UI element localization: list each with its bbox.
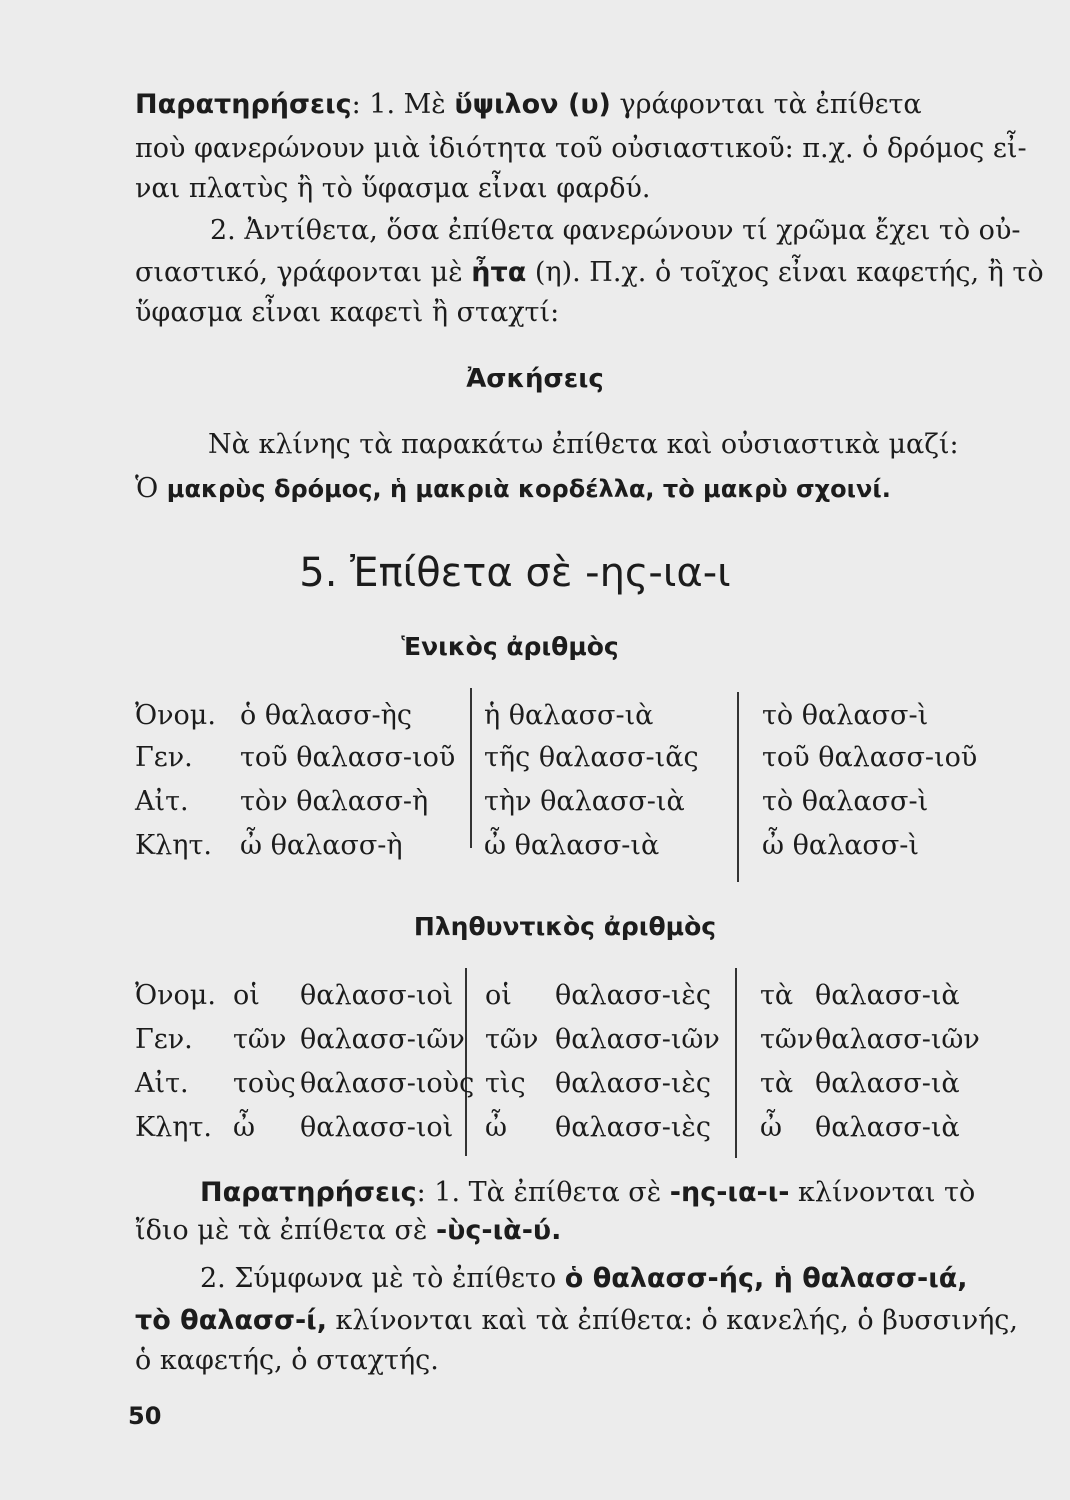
notes2-text: ἴδιο μὲ τὰ ἐπίθετα σὲ xyxy=(135,1215,436,1246)
neut-article: τῶν xyxy=(760,1024,814,1055)
neut-form: ὦ θαλασσ-ὶ xyxy=(762,830,920,861)
fem-article: οἱ xyxy=(485,980,512,1011)
notes1-line-4: 2. Ἀντίθετα, ὅσα ἐπίθετα φανερώνουν τί χρῶμα ἔχει τὸ οὐ- xyxy=(210,215,1021,246)
notes2-label: Παρατηρήσεις xyxy=(200,1177,417,1208)
masc-article: τῶν xyxy=(233,1024,287,1055)
neut-form: τὸ θαλασσ-ὶ xyxy=(762,700,929,731)
notes2-line-4 xyxy=(135,1304,1018,1338)
notes1-line-1 xyxy=(135,88,995,122)
notes1-text: γράφονται τὰ ἐπίθετα xyxy=(610,89,922,120)
example-article: Ὁ xyxy=(135,473,167,504)
notes1-text: (η). Π.χ. ὁ τοῖχος εἶναι καφετής, ἢ τὸ xyxy=(526,257,1044,288)
masc-form: θαλασσ-ιοὶ xyxy=(300,1112,454,1143)
masc-form: ὦ θαλασσ-ὴ xyxy=(240,830,403,861)
fem-form: ἡ θαλασσ-ιὰ xyxy=(484,700,654,731)
fem-form: ὦ θαλασσ-ιὰ xyxy=(484,830,660,861)
masc-form: τοῦ θαλασσ-ιοῦ xyxy=(240,742,456,773)
case-label: Γεν. xyxy=(135,1024,193,1055)
table-row xyxy=(0,1068,1070,1108)
page-number: 50 xyxy=(128,1402,162,1430)
masc-form: θαλασσ-ιοὺς xyxy=(300,1068,475,1099)
table-row xyxy=(0,742,1070,782)
fem-form: θαλασσ-ιὲς xyxy=(555,1068,712,1099)
neut-form: τὸ θαλασσ-ὶ xyxy=(762,786,929,817)
notes2-bold: τὸ θαλασσ-ί, xyxy=(135,1305,327,1336)
masc-form: θαλασσ-ιοὶ xyxy=(300,980,454,1011)
table-row xyxy=(0,830,1070,870)
section-title: 5. Ἐπίθετα σὲ -ης-ια-ι xyxy=(299,550,731,596)
masc-form: ὁ θαλασσ-ὴς xyxy=(240,700,412,731)
fem-form: θαλασσ-ιὲς xyxy=(555,1112,712,1143)
exercises-heading: Ἀσκήσεις xyxy=(466,364,604,394)
case-label: Ὀνομ. xyxy=(135,700,216,731)
neut-form: θαλασσ-ιὰ xyxy=(815,980,960,1011)
notes1-bold: ἦτα xyxy=(471,257,527,288)
singular-heading: Ἑνικὸς ἀριθμὸς xyxy=(401,632,619,661)
masc-form: τὸν θαλασσ-ὴ xyxy=(240,786,429,817)
notes1-label: Παρατηρήσεις xyxy=(135,89,352,120)
fem-form: θαλασσ-ιὲς xyxy=(555,980,712,1011)
notes1-line-3: ναι πλατὺς ἢ τὸ ὕφασμα εἶναι φαρδύ. xyxy=(135,173,651,204)
case-label: Αἰτ. xyxy=(135,786,189,817)
notes1-text: : 1. Μὲ xyxy=(351,89,455,120)
neut-article: τὰ xyxy=(760,1068,794,1099)
notes1-bold: ὕψιλον (υ) xyxy=(454,89,611,120)
notes1-text: σιαστικό, γράφονται μὲ xyxy=(135,257,472,288)
plural-heading: Πληθυντικὸς ἀριθμὸς xyxy=(413,912,717,941)
table-row xyxy=(0,786,1070,826)
case-label: Αἰτ. xyxy=(135,1068,189,1099)
table-row xyxy=(0,1024,1070,1064)
masc-article: τοὺς xyxy=(233,1068,296,1099)
fem-form: τὴν θαλασσ-ιὰ xyxy=(484,786,685,817)
fem-article: τῶν xyxy=(485,1024,539,1055)
fem-article: ὦ xyxy=(485,1112,508,1143)
table-row xyxy=(0,700,1070,740)
notes2-text: κλίνονται τὸ xyxy=(789,1177,976,1208)
neut-article: ὦ xyxy=(760,1112,783,1143)
notes2-line-5: ὁ καφετής, ὁ σταχτής. xyxy=(135,1345,439,1376)
masc-article: οἱ xyxy=(233,980,260,1011)
example-bold: μακρὺς δρόμος, ἡ μακριὰ κορδέλλα, τὸ μακρὺ σχοινί. xyxy=(166,475,891,503)
masc-article: ὦ xyxy=(233,1112,256,1143)
case-label: Ὀνομ. xyxy=(135,980,216,1011)
notes2-line-3 xyxy=(200,1262,1000,1296)
notes1-line-6: ὕφασμα εἶναι καφετὶ ἢ σταχτί: xyxy=(135,297,560,328)
case-label: Γεν. xyxy=(135,742,193,773)
exercises-instruction: Νὰ κλίνης τὰ παρακάτω ἐπίθετα καὶ οὐσιαστικὰ μαζί: xyxy=(208,429,959,460)
notes2-bold: -ης-ια-ι- xyxy=(669,1177,790,1208)
exercises-example xyxy=(135,472,995,506)
masc-form: θαλασσ-ιῶν xyxy=(300,1024,465,1055)
table-row xyxy=(0,980,1070,1020)
fem-form: θαλασσ-ιῶν xyxy=(555,1024,720,1055)
notes2-text: κλίνονται καὶ τὰ ἐπίθετα: ὁ κανελής, ὁ βυσσινής, xyxy=(326,1305,1018,1336)
notes2-bold: ὁ θαλασσ-ής, ἡ θαλασσ-ιά, xyxy=(564,1263,968,1294)
neut-form: θαλασσ-ιῶν xyxy=(815,1024,980,1055)
notes2-line-2 xyxy=(135,1214,995,1248)
neut-form: θαλασσ-ιὰ xyxy=(815,1068,960,1099)
neut-article: τὰ xyxy=(760,980,794,1011)
neut-form: τοῦ θαλασσ-ιοῦ xyxy=(762,742,978,773)
case-label: Κλητ. xyxy=(135,1112,212,1143)
notes2-bold: -ὺς-ιὰ-ύ. xyxy=(435,1215,562,1246)
case-label: Κλητ. xyxy=(135,830,212,861)
fem-article: τὶς xyxy=(485,1068,526,1099)
fem-form: τῆς θαλασσ-ιᾶς xyxy=(484,742,699,773)
notes2-text: : 1. Τὰ ἐπίθετα σὲ xyxy=(416,1177,670,1208)
notes2-text: 2. Σύμφωνα μὲ τὸ ἐπίθετο xyxy=(200,1263,565,1294)
neut-form: θαλασσ-ιὰ xyxy=(815,1112,960,1143)
notes1-line-5 xyxy=(135,256,1044,290)
table-row xyxy=(0,1112,1070,1152)
notes2-line-1 xyxy=(200,1176,1000,1210)
notes1-line-2: ποὺ φανερώνουν μιὰ ἰδιότητα τοῦ οὐσιαστικοῦ: π.χ. ὁ δρόμος εἶ- xyxy=(135,133,1027,164)
